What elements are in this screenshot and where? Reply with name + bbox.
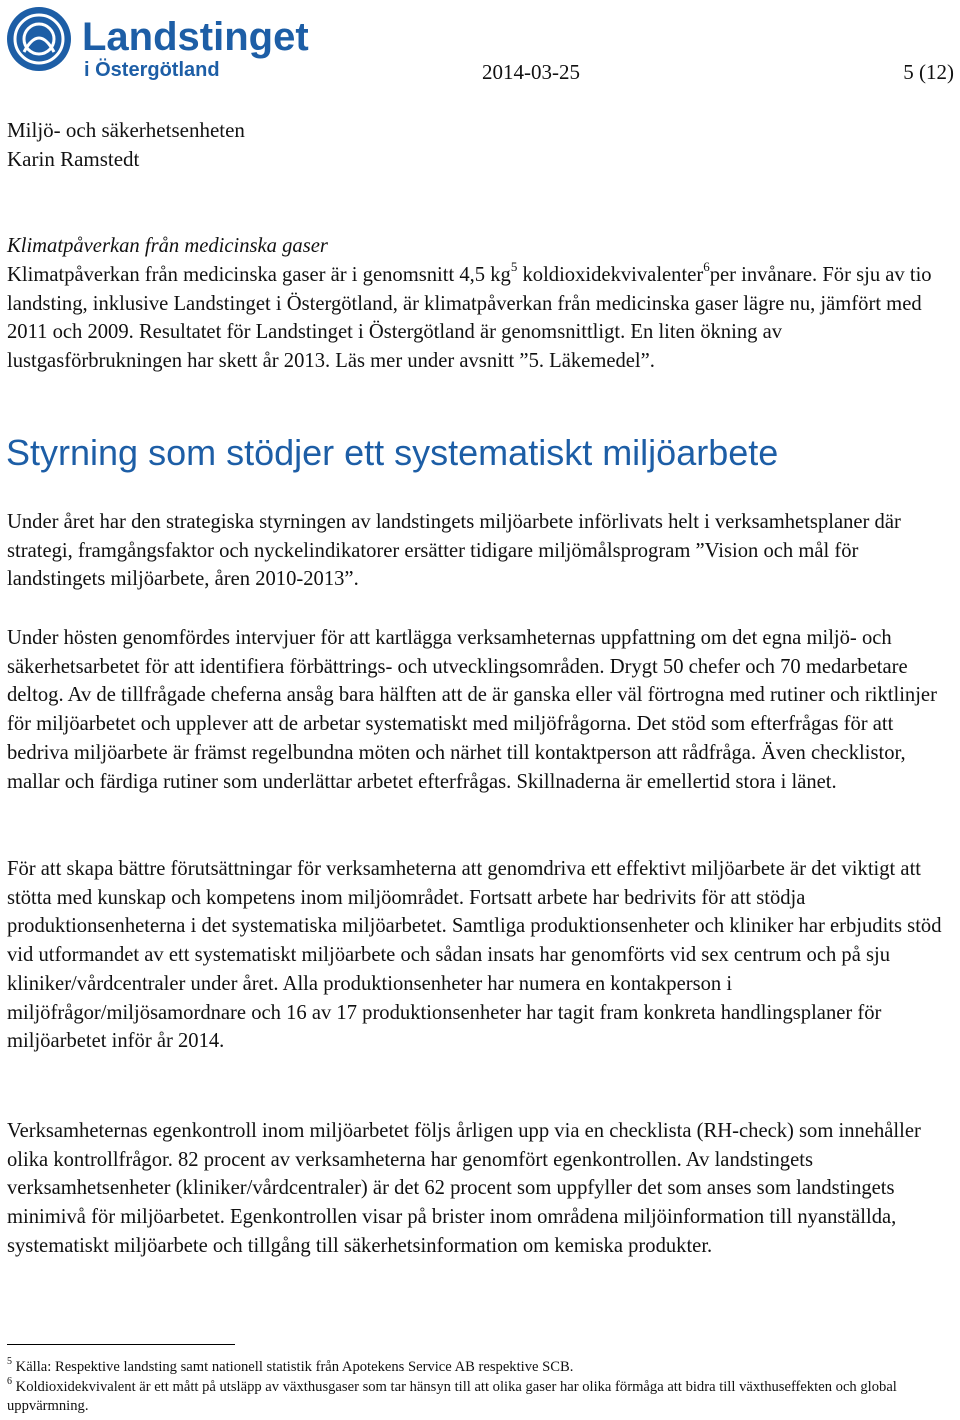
intro-paragraph bbox=[7, 261, 957, 376]
landstinget-logo bbox=[4, 4, 314, 82]
body-paragraph-4: Verksamheternas egenkontroll inom miljöarbetet följs årligen upp via en checklista (RH-check) som innehåller olika kontrollfrågor. 82 procent av verksamheterna har genomfört egenkontrollen. Av landstingets verksamhetsenheter (kliniker/vårdcentraler) är det 62 procent som uppfyller det som anses som landstingets minimivå för miljöarbetet. Egenkontrollen visar på brister inom områdena miljöinformation till nyanställda, systematiskt miljöarbete och tillgång till säkerhetsinformation om kemiska produkter. bbox=[7, 1120, 921, 1257]
footnote-divider bbox=[7, 1344, 235, 1345]
body-paragraph-3: För att skapa bättre förutsättningar för verksamheterna att genomdriva ett effektivt miljöarbete är det viktigt att stötta med kunskap och kompetens inom miljöområdet. Fortsatt arbete har bedrivits för att stödja produktionsenheterna i det systematiska miljöarbetet. Samtliga produktionsenheter och kliniker har erbjudits stöd vid utformandet av ett systematiskt miljöarbete och sådan insats har genomförts vid sex centrum och på sju kliniker/vårdcentraler under året. Alla produktionsenheter har numera en kontakperson i miljöfrågor/miljösamordnare och 16 av 17 produktionsenheter har tagit fram konkreta handlingsplaner för miljöarbetet inför år 2014. bbox=[7, 858, 942, 1053]
footnote-number: 6 bbox=[7, 1376, 12, 1388]
page-number: 5 (12) bbox=[903, 60, 954, 84]
author-name: Karin Ramstedt bbox=[7, 147, 140, 171]
footnote-ref-5[interactable]: 5 bbox=[510, 259, 518, 275]
intro-text-a: Klimatpåverkan från medicinska gaser är i genomsnitt 4,5 kg bbox=[7, 264, 511, 286]
intro-text-c: per invånare. För sju av tio landsting, inklusive Landstinget i Östergötland, är klimatpåverkan från medicinska gaser lägre nu, jämfört med 2011 och 2009. Resultatet för Landstinget i Östergötland är genomsnittligt. En liten ökning av lustgasförbrukningen har skett år 2013. Läs mer under avsnitt ”5. Läkemedel”. bbox=[7, 264, 932, 373]
footnote-6 bbox=[7, 1378, 957, 1416]
footnote-5 bbox=[7, 1358, 957, 1377]
body-paragraph-1: Under året har den strategiska styrningen av landstingets miljöarbete införlivats helt i verksamhetsplaner där strategi, framgångsfaktor och nyckelindikatorer ersätter tidigare miljömålsprogram ”Vision och mål för landstingets miljöarbete, åren 2010-2013”. bbox=[7, 511, 901, 591]
footnote-ref-6[interactable]: 6 bbox=[703, 259, 710, 275]
department-name: Miljö- och säkerhetsenheten bbox=[7, 118, 245, 142]
document-date: 2014-03-25 bbox=[482, 60, 580, 84]
section-heading: Styrning som stödjer ett systematiskt miljöarbete bbox=[6, 432, 779, 473]
landstinget-emblem-icon bbox=[4, 4, 314, 82]
intro-subtitle: Klimatpåverkan från medicinska gaser bbox=[7, 235, 328, 257]
footnote-text: Källa: Respektive landsting samt nationell statistik från Apotekens Service AB respektive SCB. bbox=[15, 1359, 574, 1375]
footnote-number: 5 bbox=[7, 1356, 12, 1368]
intro-text-b: koldioxidekvivalenter bbox=[517, 264, 704, 286]
logo-title: Landstinget bbox=[82, 15, 309, 59]
footnote-text: Koldioxidekvivalent är ett mått på utsläpp av växthusgaser som tar hänsyn till att olika gaser har olika förmåga att bidra till växthuseffekten och global uppvärmning. bbox=[7, 1379, 897, 1414]
logo-subtitle: i Östergötland bbox=[84, 59, 220, 81]
author-block bbox=[7, 116, 245, 174]
body-paragraph-2: Under hösten genomfördes intervjuer för att kartlägga verksamheternas uppfattning om det egna miljö- och säkerhetsarbetet för att identifiera förbättrings- och utvecklingsområden. Drygt 50 chefer och 70 medarbetare deltog. Av de tillfrågade cheferna ansåg bara hälften att de är ganska eller väl förtrogna med rutiner och riktlinjer för miljöarbetet och upplever att de arbetar systematiskt med miljöfrågorna. Det stöd som efterfrågas för att bedriva miljöarbete är främst regelbundna möten och närhet till kontaktperson att rådfråga. Även checklistor, mallar och färdiga rutiner som underlättar arbetet efterfrågas. Skillnaderna är emellertid stora i länet. bbox=[7, 627, 937, 793]
